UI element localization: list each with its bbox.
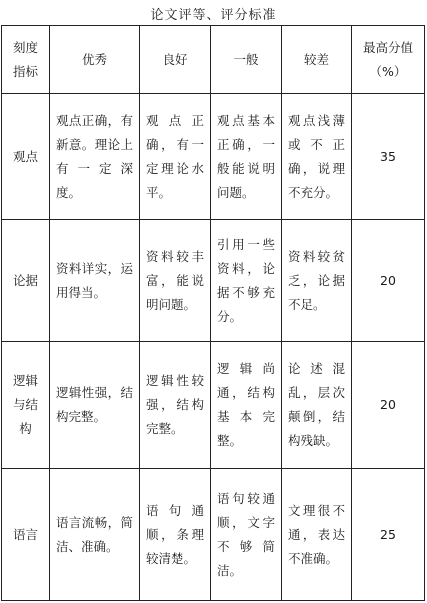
header-row — [2, 26, 425, 94]
cell-poor: 观点浅薄或 不 正 确，说理不充分。 — [282, 94, 352, 220]
document-title: 论文评等、评分标准 — [150, 8, 277, 23]
cell-average: 语句较通顺，文字不 够 简洁。 — [211, 469, 282, 601]
cell-max-score: 25 — [352, 469, 425, 601]
header-max-score: 最高分值 （%） — [352, 26, 425, 94]
table-row — [2, 94, 425, 220]
table-row — [2, 342, 425, 469]
cell-poor: 论 述 混乱，层次颠倒，结构残缺。 — [282, 342, 352, 469]
cell-poor: 资料较贫乏，论据不足。 — [282, 220, 352, 342]
cell-max-score: 20 — [352, 342, 425, 469]
cell-excellent: 资料详实，运用得当。 — [50, 220, 140, 342]
table-row — [2, 469, 425, 601]
cell-good: 观 点 正 确，有一定理论水平。 — [140, 94, 211, 220]
cell-max-score: 35 — [352, 94, 425, 220]
cell-average: 引用一些资料，论据不够充分。 — [211, 220, 282, 342]
header-average: 一般 — [211, 26, 282, 94]
row-indicator: 逻辑 与结 构 — [2, 342, 50, 469]
cell-excellent: 观点正确，有新意。理论上有一定深 度。 — [50, 94, 140, 220]
header-good: 良好 — [140, 26, 211, 94]
header-excellent: 优秀 — [50, 26, 140, 94]
cell-poor: 文理很不通，表达不准确。 — [282, 469, 352, 601]
row-indicator: 观点 — [2, 94, 50, 220]
cell-average: 观点基本正确，一般能说明问题。 — [211, 94, 282, 220]
header-poor: 较差 — [282, 26, 352, 94]
cell-excellent: 语言流畅，简洁、准确。 — [50, 469, 140, 601]
cell-good: 资料较丰富，能说明问题。 — [140, 220, 211, 342]
row-indicator: 论据 — [2, 220, 50, 342]
scoring-table — [1, 25, 425, 601]
cell-excellent: 逻辑性强，结构完整。 — [50, 342, 140, 469]
cell-average: 逻 辑 尚通，结构基 本 完整。 — [211, 342, 282, 469]
table-row — [2, 220, 425, 342]
cell-good: 逻辑性较强，结构完整。 — [140, 342, 211, 469]
header-indicator: 刻度 指标 — [2, 26, 50, 94]
cell-good: 语 句 通顺，条理较清楚。 — [140, 469, 211, 601]
cell-max-score: 20 — [352, 220, 425, 342]
row-indicator: 语言 — [2, 469, 50, 601]
